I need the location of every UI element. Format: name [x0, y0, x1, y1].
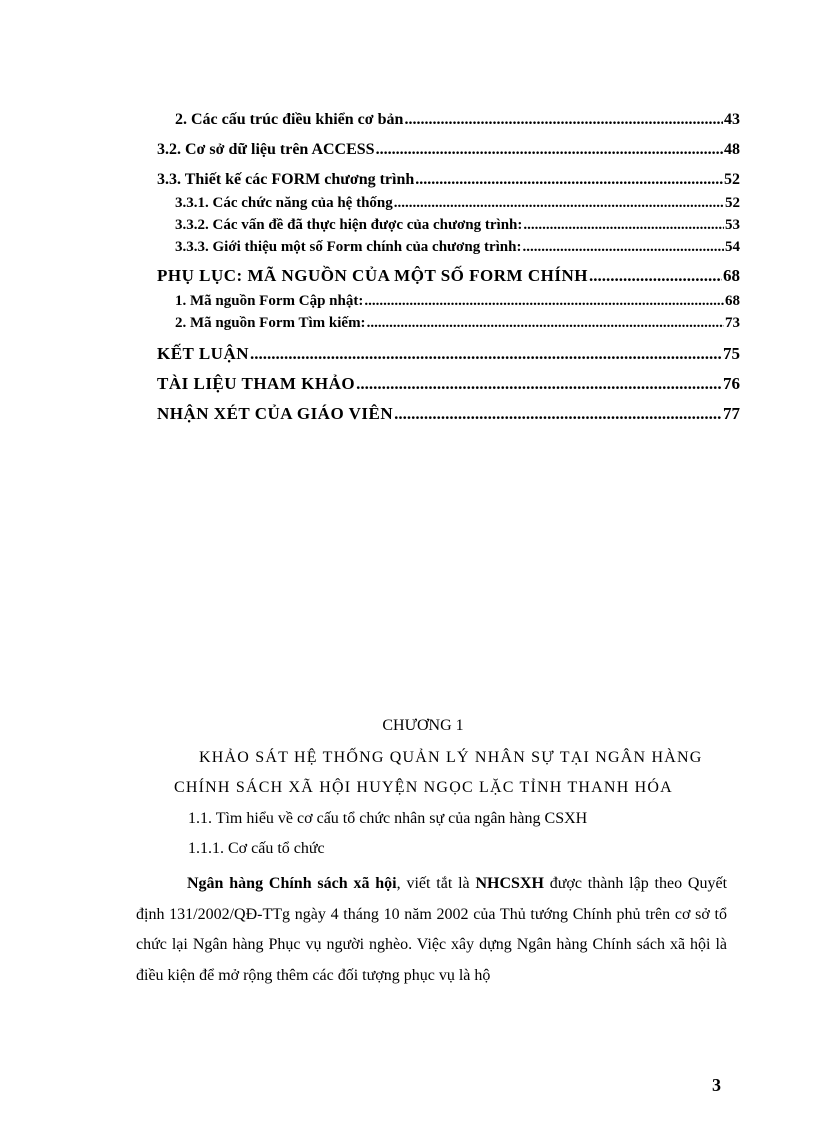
section-heading: 1.1. Tìm hiểu về cơ cấu tổ chức nhân sự của ngân hàng CSXH [188, 810, 588, 827]
chapter-title-line-2: CHÍNH SÁCH XÃ HỘI HUYỆN NGỌC LẶC TỈNH THANH HÓA [174, 779, 673, 796]
toc-entry-title: NHẬN XÉT CỦA GIÁO VIÊN [157, 404, 394, 423]
toc-page-number: 52 [725, 195, 740, 211]
toc-page-number: 43 [724, 111, 740, 128]
toc-dot-leader [367, 316, 724, 331]
toc-entry[interactable] [157, 405, 740, 422]
toc-dot-leader [394, 405, 722, 422]
toc-dot-leader [394, 196, 724, 211]
toc-entry-title: 2. Mã nguồn Form Tìm kiếm: [175, 315, 366, 331]
paragraph-text: được thành lập theo Quyết định 131/2002/QĐ-TTg ngày 4 tháng 10 năm 2002 của Thủ tướng Chính phủ trên cơ sở tổ chức lại Ngân hàng Phục vụ người nghèo. Việc xây dựng Ngân hàng Chính sách xã hội là điều kiện để mở rộng thêm các đối tượng phục vụ là hộ [136, 875, 728, 984]
toc-entry[interactable] [175, 316, 740, 331]
body-paragraph [136, 869, 727, 991]
toc-entry[interactable] [175, 240, 740, 255]
toc-entry[interactable] [157, 375, 740, 392]
toc-dot-leader [404, 112, 723, 128]
toc-dot-leader [415, 172, 723, 188]
toc-page-number: 52 [724, 171, 740, 188]
toc-entry[interactable] [175, 112, 740, 128]
toc-entry[interactable] [157, 172, 740, 188]
toc-page-number: 48 [724, 141, 740, 158]
toc-entry-title: 3.3.2. Các vấn đề đã thực hiện được của chương trình: [175, 217, 523, 233]
toc-dot-leader [376, 142, 723, 158]
toc-entry-title: 2. Các cấu trúc điều khiển cơ bản [175, 111, 404, 128]
toc-dot-leader [523, 218, 724, 233]
toc-dot-leader [364, 294, 724, 309]
toc-dot-leader [589, 267, 722, 284]
toc-entry[interactable] [175, 294, 740, 309]
bank-name: Ngân hàng Chính sách xã hội [187, 875, 397, 892]
toc-page-number: 75 [723, 344, 740, 363]
toc-page-number: 68 [723, 266, 740, 285]
toc-entry-title: PHỤ LỤC: MÃ NGUỒN CỦA MỘT SỐ FORM CHÍNH [157, 266, 588, 285]
toc-entry[interactable] [157, 345, 740, 362]
toc-entry-title: 3.3. Thiết kế các FORM chương trình [157, 171, 415, 188]
toc-dot-leader [356, 375, 722, 392]
toc-entry[interactable] [157, 267, 740, 284]
paragraph-text: , viết tắt là [396, 875, 476, 892]
toc-page-number: 54 [725, 239, 740, 255]
toc-entry-title: 3.3.3. Giới thiệu một số Form chính của chương trình: [175, 239, 522, 255]
toc-page-number: 68 [725, 293, 740, 309]
bank-abbreviation: NHCSXH [475, 875, 544, 892]
toc-entry-title: 3.2. Cơ sở dữ liệu trên ACCESS [157, 141, 375, 158]
subsection-heading: 1.1.1. Cơ cấu tổ chức [188, 840, 325, 857]
toc-page-number: 76 [723, 374, 740, 393]
toc-entry[interactable] [157, 142, 740, 158]
toc-dot-leader [250, 345, 722, 362]
toc-entry-title: 1. Mã nguồn Form Cập nhật: [175, 293, 364, 309]
toc-entry[interactable] [175, 196, 740, 211]
chapter-title-line-1: KHẢO SÁT HỆ THỐNG QUẢN LÝ NHÂN SỰ TẠI NGÂN HÀNG [199, 749, 703, 766]
toc-page-number: 73 [725, 315, 740, 331]
toc-page-number: 77 [723, 404, 740, 423]
toc-entry-title: TÀI LIỆU THAM KHẢO [157, 374, 356, 393]
toc-page-number: 53 [725, 217, 740, 233]
chapter-label: CHƯƠNG 1 [382, 717, 464, 734]
page-number: 3 [712, 1075, 721, 1095]
toc-entry-title: 3.3.1. Các chức năng của hệ thống [175, 195, 393, 211]
toc-dot-leader [522, 240, 724, 255]
toc-entry[interactable] [175, 218, 740, 233]
toc-entry-title: KẾT LUẬN [157, 344, 250, 363]
